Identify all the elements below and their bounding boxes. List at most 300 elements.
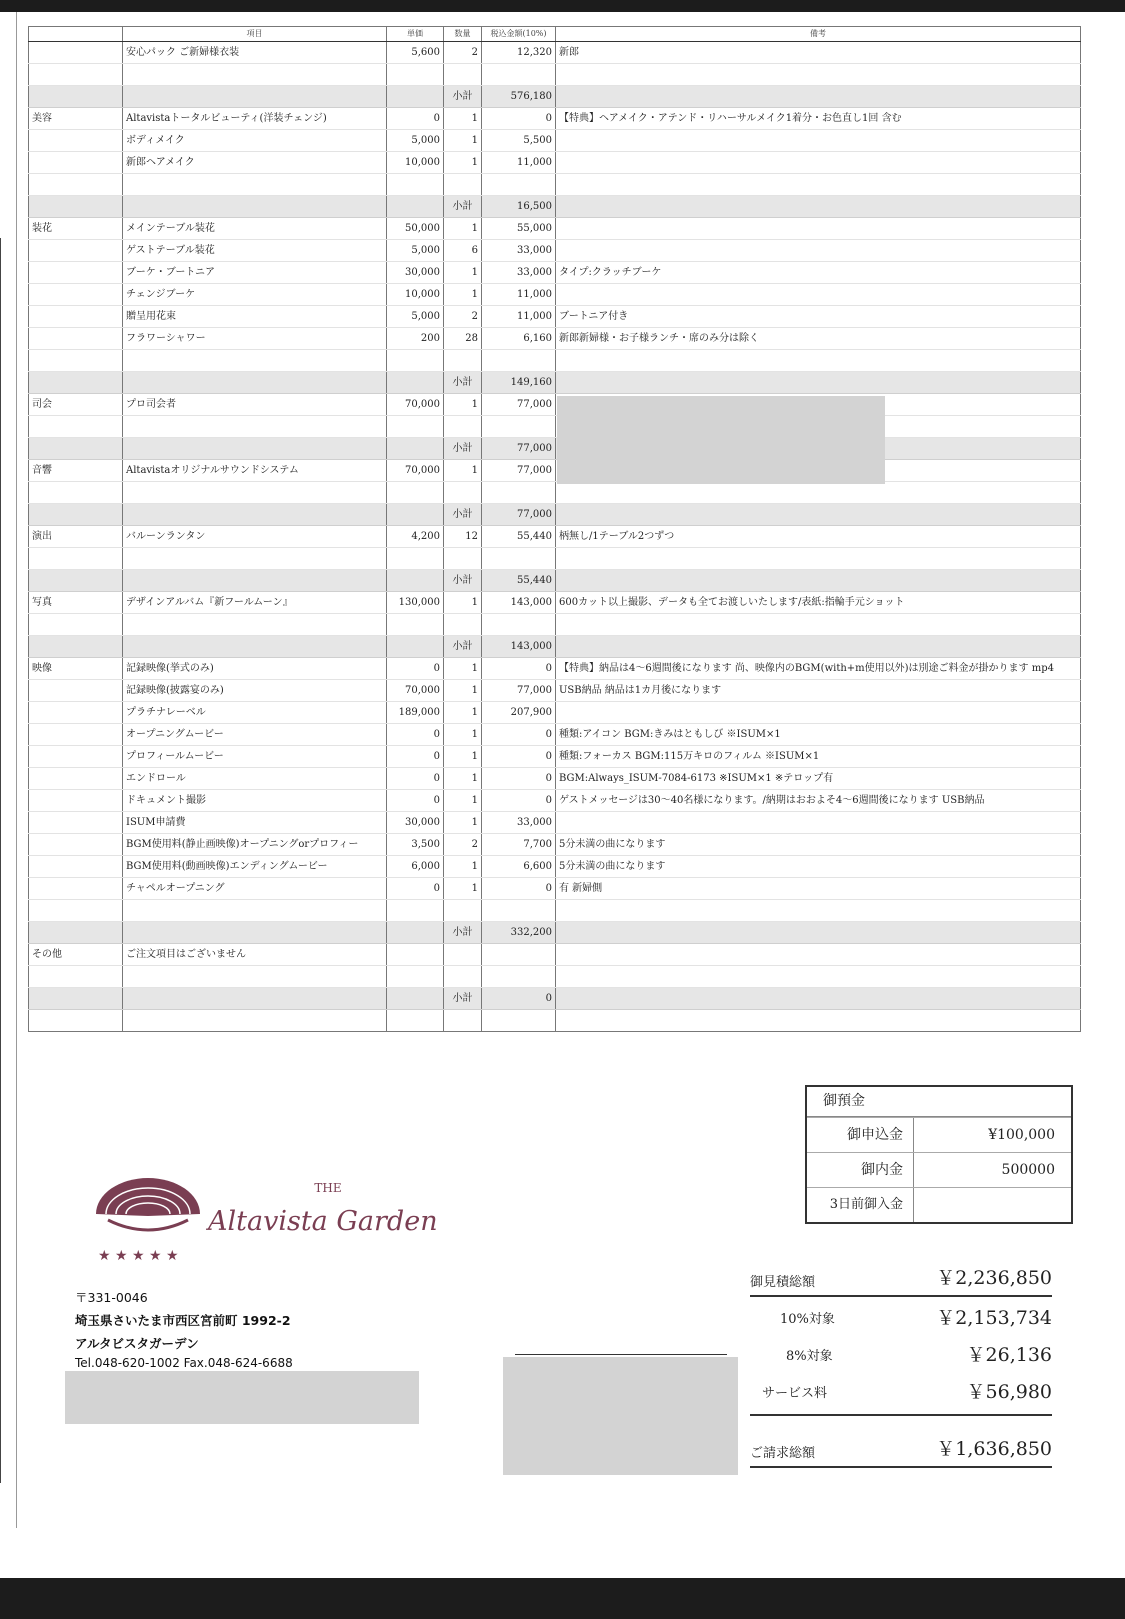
deposit-row (807, 1152, 1071, 1187)
row-notes (556, 350, 1081, 372)
table-row (29, 900, 1081, 922)
table-row (29, 614, 1081, 636)
service-value: ￥56,980 (966, 1381, 1052, 1403)
row-unit-price (387, 416, 444, 438)
row-category (29, 350, 123, 372)
row-qty: 2 (444, 834, 482, 856)
row-qty: 1 (444, 460, 482, 482)
row-amount: 6,160 (482, 328, 556, 350)
row-qty: 12 (444, 526, 482, 548)
table-row (29, 152, 1081, 174)
header-category (29, 27, 123, 42)
row-item (123, 482, 387, 504)
row-item: 新郎ヘアメイク (123, 152, 387, 174)
deposit-value: ¥100,000 (988, 1127, 1055, 1143)
table-row (29, 746, 1081, 768)
row-qty: 1 (444, 262, 482, 284)
table-row (29, 64, 1081, 86)
row-item (123, 966, 387, 988)
tax10-label: 10%対象 (780, 1312, 835, 1327)
header-qty: 数量 (444, 27, 482, 42)
row-category (29, 746, 123, 768)
row-item: ゲストテーブル装花 (123, 240, 387, 262)
row-notes: タイプ:クラッチブーケ (556, 262, 1081, 284)
row-unit-price: 0 (387, 724, 444, 746)
page-edge-line (16, 12, 17, 1528)
row-qty (444, 548, 482, 570)
row-amount: 207,900 (482, 702, 556, 724)
row-notes: 600カット以上撮影、データも全てお渡しいたします/表紙:指輪手元ショット (556, 592, 1081, 614)
subtotal-label: 小計 (444, 86, 482, 108)
row-category (29, 878, 123, 900)
row-category (29, 680, 123, 702)
deposit-label: 御申込金 (807, 1118, 914, 1152)
row-item (123, 614, 387, 636)
row-category (29, 42, 123, 64)
row-category (29, 306, 123, 328)
header-item: 項目 (123, 27, 387, 42)
row-category (29, 900, 123, 922)
table-row (29, 284, 1081, 306)
row-category (29, 834, 123, 856)
row-qty: 1 (444, 812, 482, 834)
row-item: ISUM申請費 (123, 812, 387, 834)
row-category (29, 152, 123, 174)
row-amount: 55,000 (482, 218, 556, 240)
row-qty (444, 614, 482, 636)
row-notes (556, 218, 1081, 240)
subtotal-label: 小計 (444, 988, 482, 1010)
row-unit-price: 5,600 (387, 42, 444, 64)
billing-total-row (750, 1432, 1052, 1468)
row-notes: 5分未満の曲になります (556, 856, 1081, 878)
row-amount: 77,000 (482, 680, 556, 702)
row-qty: 1 (444, 680, 482, 702)
row-amount (482, 1010, 556, 1032)
row-unit-price: 5,000 (387, 130, 444, 152)
row-qty: 1 (444, 724, 482, 746)
row-amount: 7,700 (482, 834, 556, 856)
row-amount (482, 548, 556, 570)
table-row (29, 526, 1081, 548)
row-unit-price: 0 (387, 746, 444, 768)
row-notes: 種類:アイコン BGM:きみはともしび ※ISUM×1 (556, 724, 1081, 746)
row-qty: 6 (444, 240, 482, 262)
row-notes (556, 1010, 1081, 1032)
row-unit-price: 0 (387, 790, 444, 812)
row-item (123, 548, 387, 570)
row-notes: 【特典】ヘアメイク・アテンド・リハーサルメイク1着分・お色直し1回 含む (556, 108, 1081, 130)
row-amount: 0 (482, 746, 556, 768)
subtotal-label: 小計 (444, 922, 482, 944)
row-amount: 11,000 (482, 152, 556, 174)
row-notes (556, 812, 1081, 834)
subtotal-label: 小計 (444, 636, 482, 658)
row-item: Altavistaオリジナルサウンドシステム (123, 460, 387, 482)
table-row (29, 328, 1081, 350)
deposit-title: 御預金 (807, 1087, 1071, 1117)
deposit-label: 3日前御入金 (807, 1188, 914, 1222)
row-qty: 1 (444, 768, 482, 790)
row-notes (556, 152, 1081, 174)
table-row (29, 42, 1081, 64)
row-category: 映像 (29, 658, 123, 680)
subtotal-amount: 143,000 (482, 636, 556, 658)
row-amount: 5,500 (482, 130, 556, 152)
row-category (29, 790, 123, 812)
row-notes (556, 240, 1081, 262)
address-company: アルタビスタガーデン (75, 1336, 199, 1351)
row-notes (556, 64, 1081, 86)
subtotal-amount: 16,500 (482, 196, 556, 218)
subtotal-row (29, 196, 1081, 218)
row-notes: USB納品 納品は1カ月後になります (556, 680, 1081, 702)
table-row (29, 174, 1081, 196)
row-amount: 0 (482, 108, 556, 130)
row-qty (444, 966, 482, 988)
row-item: プロ司会者 (123, 394, 387, 416)
subtotal-amount: 77,000 (482, 438, 556, 460)
row-amount (482, 416, 556, 438)
row-amount: 77,000 (482, 460, 556, 482)
row-unit-price: 70,000 (387, 394, 444, 416)
row-notes (556, 944, 1081, 966)
subtotal-row (29, 372, 1081, 394)
row-notes (556, 614, 1081, 636)
subtotal-row (29, 86, 1081, 108)
row-item (123, 900, 387, 922)
subtotal-label: 小計 (444, 570, 482, 592)
row-item (123, 64, 387, 86)
row-qty (444, 174, 482, 196)
row-qty (444, 416, 482, 438)
row-qty (444, 944, 482, 966)
row-amount: 0 (482, 724, 556, 746)
address-tel: Tel.048-620-1002 Fax.048-624-6688 (75, 1356, 293, 1370)
fan-icon (96, 1178, 200, 1264)
row-qty: 1 (444, 394, 482, 416)
row-amount: 6,600 (482, 856, 556, 878)
row-notes: 柄無し/1テーブル2つずつ (556, 526, 1081, 548)
tax10-row (750, 1300, 1052, 1334)
row-item (123, 1010, 387, 1032)
row-amount: 143,000 (482, 592, 556, 614)
row-amount: 12,320 (482, 42, 556, 64)
row-qty: 1 (444, 130, 482, 152)
row-amount (482, 174, 556, 196)
service-label: サービス料 (762, 1386, 828, 1401)
table-row (29, 966, 1081, 988)
row-qty (444, 1010, 482, 1032)
row-item: 記録映像(披露宴のみ) (123, 680, 387, 702)
tax8-row (750, 1337, 1052, 1371)
row-unit-price: 3,500 (387, 834, 444, 856)
row-notes: 【特典】納品は4～6週間後になります 尚、映像内のBGM(with+m使用以外)は別途ご料金が掛かります mp4 (556, 658, 1081, 680)
table-row (29, 108, 1081, 130)
row-amount: 0 (482, 658, 556, 680)
row-amount: 0 (482, 878, 556, 900)
logo-the: THE (314, 1181, 342, 1195)
row-qty: 1 (444, 878, 482, 900)
row-notes (556, 482, 1081, 504)
row-unit-price: 5,000 (387, 240, 444, 262)
table-row (29, 218, 1081, 240)
row-category (29, 768, 123, 790)
row-notes (556, 174, 1081, 196)
table-row (29, 306, 1081, 328)
billing-total-value: ￥1,636,850 (936, 1438, 1052, 1460)
altavista-logo (88, 1172, 488, 1272)
table-row (29, 460, 1081, 482)
row-category (29, 328, 123, 350)
row-amount: 0 (482, 768, 556, 790)
row-qty: 1 (444, 284, 482, 306)
table-row (29, 394, 1081, 416)
row-category: 演出 (29, 526, 123, 548)
row-unit-price (387, 482, 444, 504)
row-item: オープニングムービー (123, 724, 387, 746)
subtotal-amount: 55,440 (482, 570, 556, 592)
row-amount (482, 350, 556, 372)
row-category (29, 548, 123, 570)
row-category: 司会 (29, 394, 123, 416)
redacted-area (503, 1357, 738, 1475)
row-qty: 1 (444, 790, 482, 812)
table-row (29, 130, 1081, 152)
row-item: エンドロール (123, 768, 387, 790)
address-postal: 〒331-0046 (75, 1290, 148, 1305)
tax8-value: ￥26,136 (966, 1344, 1052, 1366)
subtotal-amount: 0 (482, 988, 556, 1010)
row-category (29, 812, 123, 834)
row-amount (482, 944, 556, 966)
row-notes (556, 702, 1081, 724)
table-row (29, 812, 1081, 834)
row-category (29, 856, 123, 878)
row-unit-price: 30,000 (387, 812, 444, 834)
row-unit-price: 0 (387, 658, 444, 680)
row-category: 装花 (29, 218, 123, 240)
row-item: チェンジブーケ (123, 284, 387, 306)
row-qty: 1 (444, 152, 482, 174)
row-unit-price: 5,000 (387, 306, 444, 328)
table-row (29, 416, 1081, 438)
table-row (29, 724, 1081, 746)
row-unit-price (387, 614, 444, 636)
page-edge-line-outer (0, 238, 1, 1483)
row-category (29, 64, 123, 86)
billing-total-label: ご請求総額 (750, 1446, 816, 1461)
row-category (29, 614, 123, 636)
row-unit-price (387, 1010, 444, 1032)
row-qty: 1 (444, 108, 482, 130)
row-amount (482, 482, 556, 504)
row-qty: 1 (444, 218, 482, 240)
row-qty (444, 350, 482, 372)
subtotal-row (29, 636, 1081, 658)
subtotal-amount: 576,180 (482, 86, 556, 108)
row-unit-price: 0 (387, 768, 444, 790)
row-item: 記録映像(挙式のみ) (123, 658, 387, 680)
row-category (29, 482, 123, 504)
row-item: BGM使用料(動画映像)エンディングムービー (123, 856, 387, 878)
row-unit-price (387, 350, 444, 372)
estimate-total-row (750, 1261, 1052, 1297)
row-unit-price (387, 174, 444, 196)
subtotal-label: 小計 (444, 372, 482, 394)
row-qty (444, 900, 482, 922)
row-qty: 28 (444, 328, 482, 350)
subtotal-row (29, 438, 1081, 460)
table-row (29, 1010, 1081, 1032)
row-amount (482, 614, 556, 636)
address-line: 埼玉県さいたま市西区宮前町 1992-2 (75, 1313, 291, 1328)
row-notes (556, 130, 1081, 152)
table-row (29, 878, 1081, 900)
row-unit-price: 50,000 (387, 218, 444, 240)
row-unit-price: 10,000 (387, 152, 444, 174)
row-qty: 2 (444, 306, 482, 328)
service-row (750, 1374, 1052, 1416)
row-notes: BGM:Always_ISUM-7084-6173 ※ISUM×1 ※テロップ有 (556, 768, 1081, 790)
subtotal-amount: 332,200 (482, 922, 556, 944)
table-row (29, 768, 1081, 790)
row-item: ドキュメント撮影 (123, 790, 387, 812)
row-qty: 1 (444, 856, 482, 878)
row-item: ご注文項目はございません (123, 944, 387, 966)
table-row (29, 702, 1081, 724)
row-unit-price: 200 (387, 328, 444, 350)
row-qty (444, 64, 482, 86)
row-notes (556, 966, 1081, 988)
table-row (29, 944, 1081, 966)
row-notes: 5分未満の曲になります (556, 834, 1081, 856)
tax10-value: ￥2,153,734 (936, 1307, 1052, 1329)
row-qty: 1 (444, 658, 482, 680)
row-item: BGM使用料(静止画映像)オープニングorプロフィー (123, 834, 387, 856)
table-row (29, 834, 1081, 856)
row-item: 贈呈用花束 (123, 306, 387, 328)
subtotal-label: 小計 (444, 196, 482, 218)
table-row (29, 790, 1081, 812)
header-unit-price: 単価 (387, 27, 444, 42)
row-item: ボディメイク (123, 130, 387, 152)
row-unit-price: 4,200 (387, 526, 444, 548)
row-unit-price: 0 (387, 878, 444, 900)
row-item: チャペルオープニング (123, 878, 387, 900)
table-header (29, 27, 1081, 42)
deposit-row (807, 1117, 1071, 1152)
estimate-total-label: 御見積総額 (750, 1275, 816, 1290)
row-amount: 77,000 (482, 394, 556, 416)
table-row (29, 658, 1081, 680)
row-unit-price: 0 (387, 108, 444, 130)
header-amount: 税込金額(10%) (482, 27, 556, 42)
row-unit-price: 189,000 (387, 702, 444, 724)
subtotal-row (29, 922, 1081, 944)
row-qty: 2 (444, 42, 482, 64)
subtotal-row (29, 504, 1081, 526)
subtotal-row (29, 570, 1081, 592)
row-unit-price: 70,000 (387, 460, 444, 482)
row-notes: 新郎新婦様・お子様ランチ・席のみ分は除く (556, 328, 1081, 350)
row-unit-price (387, 64, 444, 86)
row-category (29, 966, 123, 988)
logo-name: Altavista Garden (208, 1206, 438, 1237)
row-item: デザインアルバム『新フールムーン』 (123, 592, 387, 614)
estimate-total-value: ￥2,236,850 (936, 1267, 1052, 1289)
redacted-area (65, 1371, 419, 1424)
table-row (29, 240, 1081, 262)
row-notes: ブートニア付き (556, 306, 1081, 328)
row-item: 安心パック ご新婦様衣装 (123, 42, 387, 64)
row-unit-price: 30,000 (387, 262, 444, 284)
row-unit-price (387, 944, 444, 966)
row-notes: 種類:フォーカス BGM:115万キロのフィルム ※ISUM×1 (556, 746, 1081, 768)
row-qty: 1 (444, 702, 482, 724)
row-unit-price: 70,000 (387, 680, 444, 702)
table-row (29, 548, 1081, 570)
table-row (29, 350, 1081, 372)
row-item: Altavistaトータルビューティ(洋装チェンジ) (123, 108, 387, 130)
subtotal-label: 小計 (444, 504, 482, 526)
row-item (123, 350, 387, 372)
table-row (29, 482, 1081, 504)
row-item: フラワーシャワー (123, 328, 387, 350)
header-notes: 備考 (556, 27, 1081, 42)
row-category (29, 416, 123, 438)
row-qty (444, 482, 482, 504)
estimate-table (28, 26, 1081, 1032)
deposit-box (805, 1085, 1073, 1224)
row-item: メインテーブル装花 (123, 218, 387, 240)
row-item: ブーケ・ブートニア (123, 262, 387, 284)
row-amount: 55,440 (482, 526, 556, 548)
row-amount: 11,000 (482, 306, 556, 328)
row-item: バルーンランタン (123, 526, 387, 548)
row-item: プロフィールムービー (123, 746, 387, 768)
row-category (29, 174, 123, 196)
row-qty: 1 (444, 592, 482, 614)
row-notes (556, 548, 1081, 570)
row-unit-price (387, 900, 444, 922)
row-unit-price (387, 548, 444, 570)
redacted-area (557, 396, 885, 484)
row-category (29, 130, 123, 152)
subtotal-amount: 149,160 (482, 372, 556, 394)
deposit-value: 500000 (1001, 1162, 1055, 1178)
row-category (29, 240, 123, 262)
row-notes (556, 900, 1081, 922)
row-category (29, 724, 123, 746)
subtotal-row (29, 988, 1081, 1010)
row-amount: 33,000 (482, 240, 556, 262)
subtotal-label: 小計 (444, 438, 482, 460)
deposit-value (914, 1188, 1071, 1222)
row-category (29, 1010, 123, 1032)
row-item: プラチナレーベル (123, 702, 387, 724)
table-row (29, 262, 1081, 284)
row-category (29, 702, 123, 724)
row-category (29, 284, 123, 306)
row-category: 写真 (29, 592, 123, 614)
row-category: 音響 (29, 460, 123, 482)
row-category (29, 262, 123, 284)
row-amount (482, 900, 556, 922)
row-amount: 11,000 (482, 284, 556, 306)
tax8-label: 8%対象 (786, 1349, 833, 1364)
row-item (123, 174, 387, 196)
